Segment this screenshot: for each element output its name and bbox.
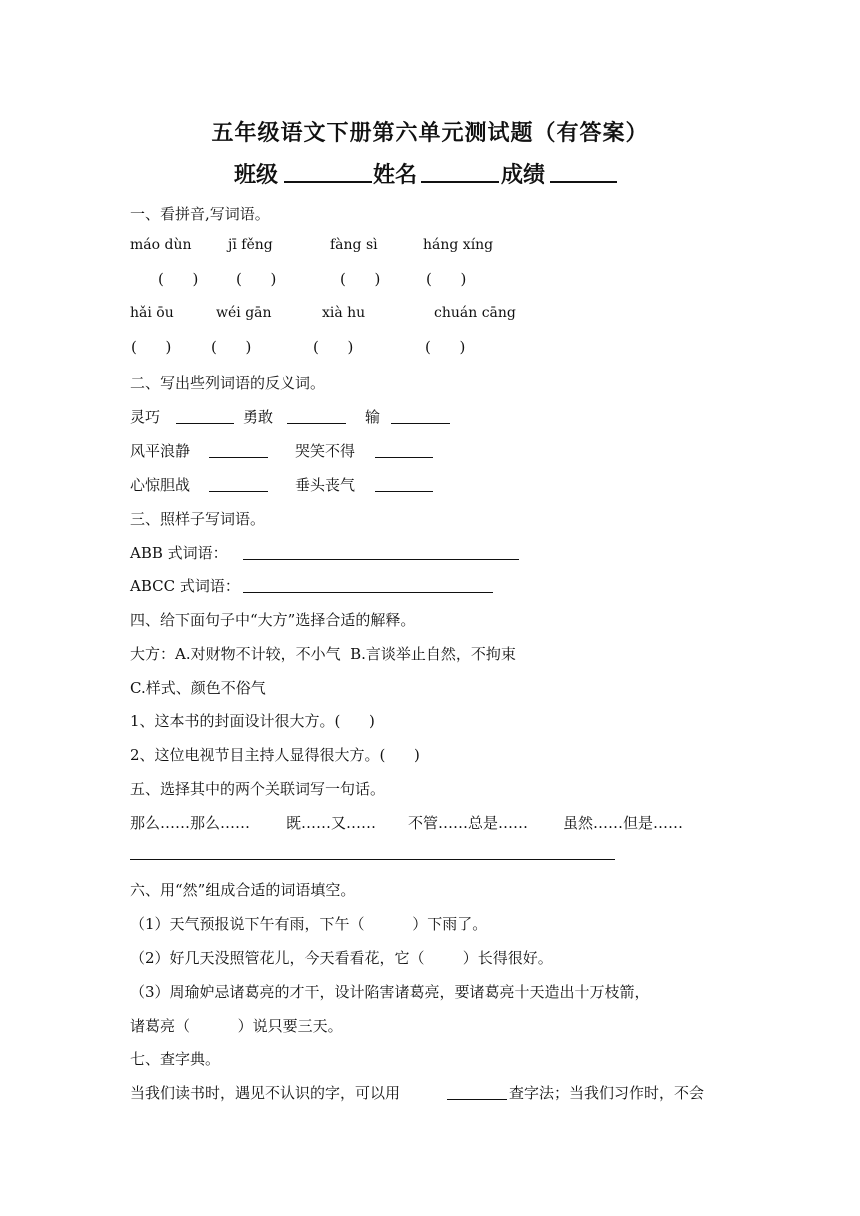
q7-heading: 七、查字典。 (130, 1050, 221, 1068)
pinyin: máo dùn (130, 237, 192, 253)
q3-heading: 三、照样子写词语。 (130, 510, 266, 528)
q6-item-3-line2[interactable]: 诸葛亮（ ）说只要三天。 (130, 1017, 343, 1035)
score-label: 成绩 (501, 162, 546, 188)
q7-text-b: 查字法；当我们习作时，不会 (509, 1084, 705, 1102)
definition-line: 大方：A.对财物不计较，不小气 B.言谈举止自然，不拘束 (130, 645, 516, 663)
answer-blank[interactable] (287, 406, 346, 424)
q4-heading: 四、给下面句子中“大方”选择合适的解释。 (130, 611, 416, 629)
conjunction: 虽然……但是…… (563, 814, 684, 832)
q5-heading: 五、选择其中的两个关联词写一句话。 (130, 780, 386, 798)
abb-blank[interactable] (243, 542, 519, 560)
word: 哭笑不得 (295, 442, 356, 460)
answer-paren[interactable]: ( ) (313, 338, 354, 356)
answer-paren[interactable]: ( ) (426, 270, 467, 288)
word: 输 (365, 408, 381, 426)
q7-text-a: 当我们读书时，遇见不认识的字，可以用 (130, 1084, 405, 1102)
answer-paren[interactable]: ( ) (340, 270, 381, 288)
q6-heading: 六、用“然”组成合适的词语填空。 (130, 881, 356, 899)
answer-blank[interactable] (209, 474, 268, 492)
word: 灵巧 (130, 408, 161, 426)
conjunction: 那么……那么…… (130, 814, 251, 832)
pinyin: jī fěng (228, 237, 273, 253)
q6-item-1[interactable]: （1）天气预报说下午有雨，下午（ ）下雨了。 (130, 915, 488, 933)
page-title: 五年级语文下册第六单元测试题（有答案） (211, 120, 649, 146)
abcc-label: ABCC 式词语： (130, 577, 240, 595)
q5-answer-line[interactable] (130, 859, 615, 860)
answer-paren[interactable]: ( ) (158, 270, 199, 288)
word: 心惊胆战 (130, 476, 191, 494)
word: 风平浪静 (130, 442, 191, 460)
name-label: 姓名 (373, 162, 418, 188)
name-blank[interactable] (421, 160, 499, 183)
q4-item-1[interactable]: 1、这本书的封面设计很大方。( ) (130, 712, 375, 730)
answer-blank[interactable] (375, 474, 433, 492)
class-blank[interactable] (284, 160, 372, 183)
pinyin: fàng sì (330, 237, 378, 253)
answer-paren[interactable]: ( ) (236, 270, 277, 288)
answer-blank[interactable] (391, 406, 450, 424)
abb-label: ABB 式词语： (130, 544, 228, 562)
pinyin: háng xíng (423, 237, 494, 253)
score-blank[interactable] (550, 160, 617, 183)
answer-blank[interactable] (209, 440, 268, 458)
answer-paren[interactable]: ( ) (211, 338, 252, 356)
class-label: 班级 (234, 162, 279, 188)
q6-item-2[interactable]: （2）好几天没照管花儿，今天看看花，它（ ）长得很好。 (130, 949, 553, 967)
q6-item-3-line1[interactable]: （3）周瑜妒忌诸葛亮的才干，设计陷害诸葛亮，要诸葛亮十天造出十万枝箭， (130, 983, 650, 1001)
answer-paren[interactable]: ( ) (425, 338, 466, 356)
conjunction: 不管……总是…… (408, 814, 529, 832)
answer-paren[interactable]: ( ) (131, 338, 172, 356)
word: 垂头丧气 (295, 476, 356, 494)
q2-heading: 二、写出些列词语的反义词。 (130, 374, 326, 392)
q1-heading: 一、看拼音,写词语。 (130, 205, 270, 223)
answer-blank[interactable] (176, 406, 234, 424)
pinyin: hǎi ōu (130, 305, 174, 321)
pinyin: wéi gān (216, 305, 272, 321)
abcc-blank[interactable] (243, 575, 493, 593)
pinyin: chuán cāng (434, 305, 516, 321)
q4-item-2[interactable]: 2、这位电视节目主持人显得很大方。( ) (130, 746, 420, 764)
pinyin: xià hu (322, 305, 366, 321)
conjunction: 既……又…… (286, 814, 377, 832)
word: 勇敢 (243, 408, 274, 426)
definition-line: C.样式、颜色不俗气 (130, 679, 266, 697)
q7-blank[interactable] (447, 1082, 507, 1100)
answer-blank[interactable] (375, 440, 433, 458)
